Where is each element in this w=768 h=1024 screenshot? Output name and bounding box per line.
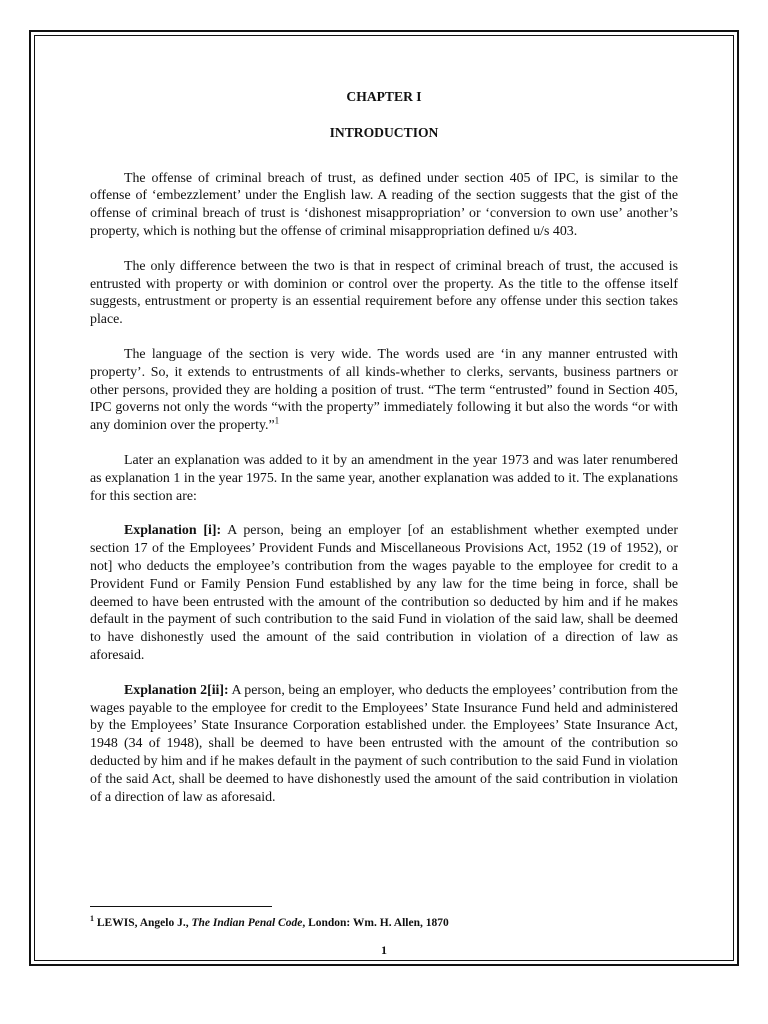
footnote-divider [90, 906, 272, 907]
explanation-2-text: A person, being an employer, who deducts the employees’ contribution from the wages payable to the employee for credit to the Employees’ State Insurance Fund held and administered by the Employees’ State Insurance Corporation established under. the Employees’ State Insurance Act, 1948 (34 of 1948), shall be deemed to have been entrusted with the amount of the contribution so deducted by him and if he makes default in the payment of such contribution to the said Fund in violation of the said Act, shall be deemed to have dishonestly used the amount of the said contribution in violation of a direction of law as aforesaid. [90, 682, 678, 805]
paragraph-1: The offense of criminal breach of trust, as defined under section 405 of IPC, is similar to the offense of ‘embezzlement’ under the English law. A reading of the section suggests that the gist of the offense of criminal breach of trust is ‘dishonest misappropriation’ or ‘conversion to own use’ another’s property, which is nothing but the offense of criminal misappropriation defined u/s 403. [90, 170, 678, 239]
explanation-1 [90, 522, 678, 664]
chapter-title: INTRODUCTION [329, 124, 439, 140]
explanation-1-text: A person, being an employer [of an establishment whether exempted under section 17 of the Employees’ Provident Funds and Miscellaneous Provisions Act, 1952 (19 of 1952), or not] who deducts the employee’s contribution from the wages payable to the employee for credit to a Provident Fund or Family Pension Fund established by any law for the time being in force, shall be deemed to have been entrusted with the amount of the contribution so deducted by him and if he makes default in the payment of such contribution to the said Fund in violation of the said law, shall be deemed to have dishonestly used the amount of the said contribution in violation of a direction of law as aforesaid. [90, 523, 678, 663]
footnote-book-title: The Indian Penal Code [191, 917, 303, 929]
page-number: 1 [381, 943, 387, 957]
footnote-publisher: , London: Wm. H. Allen, 1870 [302, 917, 449, 929]
explanation-1-label: Explanation [i]: [124, 523, 222, 539]
paragraph-2: The only difference between the two is that in respect of criminal breach of trust, the accused is entrusted with property or with dominion or control over the property. As the title to the offense itself suggests, entrustment or property is an essential requirement before any offense under this section takes place. [90, 258, 678, 328]
chapter-heading: CHAPTER I [346, 89, 422, 104]
paragraph-3-text: The language of the section is very wide. The words used are ‘in any manner entrusted with property’. So, it extends to entrustments of all kinds-whether to clerks, servants, business partners or other persons, provided they are holding a position of trust. “The term “entrusted” found in Section 405, IPC governs not only the words “with the property” immediately following it but also the words “or with any dominion over the property.” [90, 346, 678, 434]
explanation-2-label: Explanation 2[ii]: [124, 682, 229, 698]
footnote-author: LEWIS, Angelo J., [94, 917, 192, 929]
footnote [90, 916, 650, 930]
paragraph-3 [90, 346, 678, 435]
document-body [90, 88, 678, 823]
footnote-number: 1 [90, 914, 94, 924]
footnote-reference[interactable]: 1 [274, 415, 280, 426]
explanation-2 [90, 682, 678, 807]
paragraph-4: Later an explanation was added to it by an amendment in the year 1973 and was later renumbered as explanation 1 in the year 1975. In the same year, another explanation was added to it. The explanations for this section are: [90, 452, 678, 504]
